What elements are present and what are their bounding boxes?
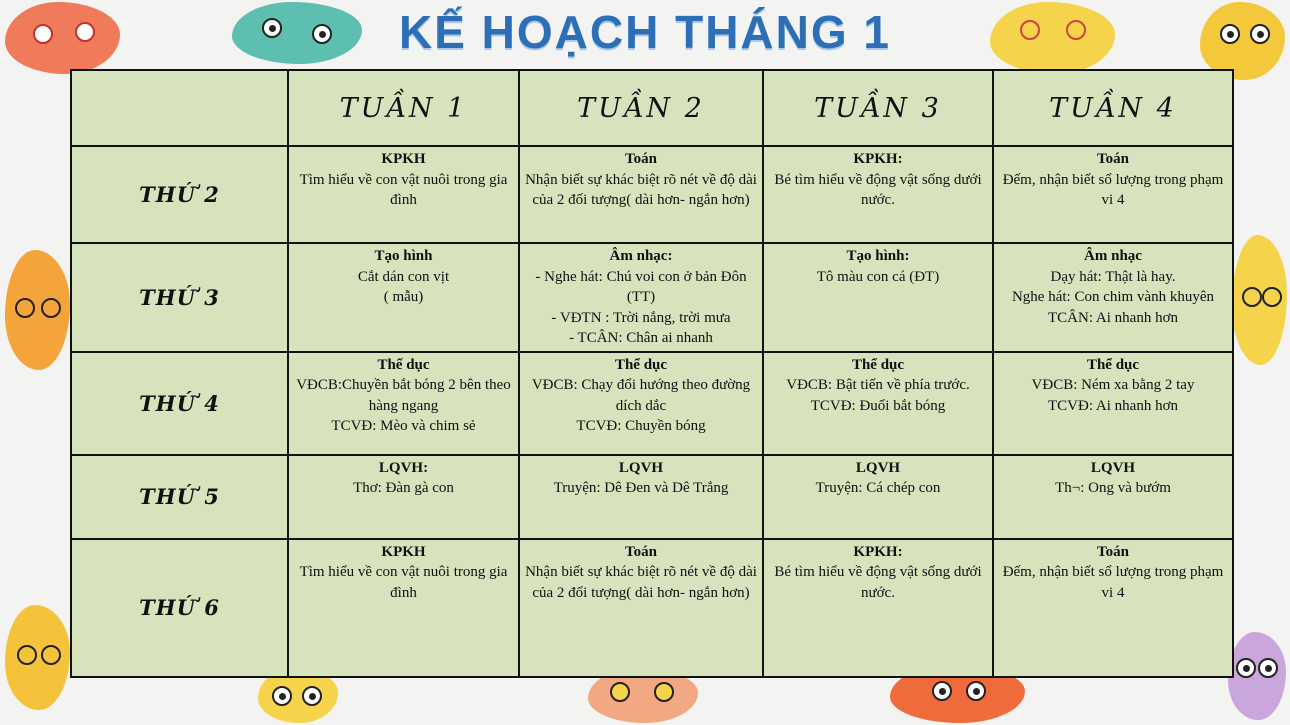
activity-detail: VĐCB: Ném xa bằng 2 tay [1031,377,1195,393]
activity-detail: Nhận biết sự khác biệt rõ nét về độ dài của 2 đối tượng( dài hơn- ngắn hơn) [525,564,757,601]
day-label: THỨ 3 [71,243,288,352]
day-label: THỨ 5 [71,455,288,539]
activity-cell [288,455,519,539]
week-header-4: TUẦN 4 [993,70,1233,146]
activity-detail: - VĐTN : Trời nắng, trời mưa [551,309,731,326]
monthly-plan-table [70,69,1234,678]
activity-subject: Thể dục [851,356,905,373]
activity-detail: Đếm, nhận biết số lượng trong phạm vi 4 [1002,564,1224,601]
activity-subject: KPKH [381,543,426,560]
activity-detail: TCVĐ: Chuyền bóng [576,418,706,434]
table-row [71,455,1233,539]
activity-detail: Cắt dán con vịt [357,268,450,285]
activity-cell [288,352,519,455]
activity-subject: LQVH [1090,459,1136,476]
activity-cell [993,146,1233,243]
week-header-3: TUẦN 3 [763,70,993,146]
activity-subject: Âm nhạc: [609,248,673,264]
activity-cell [763,146,993,243]
activity-subject: KPKH: [853,151,903,167]
table-row [71,146,1233,243]
activity-cell [519,455,763,539]
activity-subject: LQVH [618,459,664,476]
activity-detail: VĐCB:Chuyền bắt bóng 2 bên theo hàng ngang [296,377,511,414]
activity-subject: KPKH [381,151,426,167]
activity-subject: Toán [1097,543,1129,560]
activity-detail: TCVĐ: Mèo và chim sẻ [331,418,476,434]
table-row [71,352,1233,455]
activity-subject: Toán [625,151,657,167]
activity-detail: Đếm, nhận biết số lượng trong phạm vi 4 [1002,171,1224,208]
activity-cell [288,539,519,677]
activity-cell [519,539,763,677]
activity-detail: ( mẫu) [383,289,424,305]
activity-subject: LQVH [855,459,901,476]
activity-detail: VĐCB: Bật tiến về phía trước. [786,377,970,393]
activity-subject: LQVH: [378,459,429,476]
activity-subject: Tạo hình: [846,248,910,264]
activity-detail: Bé tìm hiểu về động vật sống dưới nước. [774,171,982,208]
decor-creature-orange-left [5,250,70,370]
table-row [71,243,1233,352]
activity-subject: KPKH: [853,543,903,560]
activity-detail: Thơ: Đàn gà con [353,480,454,496]
activity-cell [993,243,1233,352]
activity-detail: Bé tìm hiểu về động vật sống dưới nước. [774,564,982,601]
activity-subject: Thể dục [1086,356,1140,373]
activity-detail: - TCÂN: Chân ai nhanh [569,330,713,346]
activity-detail: VĐCB: Chạy đổi hướng theo đường dích dắc [531,377,751,414]
activity-cell [288,146,519,243]
activity-detail: Truyện: Cá chép con [815,480,941,496]
activity-detail: Truyện: Dê Đen và Dê Trắng [553,480,729,496]
activity-detail: TCÂN: Ai nhanh hơn [1047,309,1178,326]
activity-subject: Tạo hình [374,248,433,264]
activity-cell [993,455,1233,539]
activity-cell [763,455,993,539]
activity-detail: Nhận biết sự khác biệt rõ nét về độ dài của 2 đối tượng( dài hơn- ngắn hơn) [525,171,757,208]
decor-flower-bottom-left [5,605,70,710]
activity-detail: Th¬: Ong và bướm [1055,480,1171,496]
activity-cell [763,352,993,455]
activity-cell [288,243,519,352]
week-header-2: TUẦN 2 [519,70,763,146]
activity-detail: Tìm hiểu về con vật nuôi trong gia đình [299,564,508,601]
activity-detail: Dạy hát: Thật là hay. [1050,268,1176,285]
table-row [71,539,1233,677]
activity-cell [993,352,1233,455]
week-header-1: TUẦN 1 [288,70,519,146]
activity-detail: Nghe hát: Con chim vành khuyên [1011,289,1215,305]
activity-cell [519,352,763,455]
decor-creature-yellow-right [1232,235,1287,365]
activity-cell [763,243,993,352]
decor-creature-purple-bottom-right [1228,632,1286,720]
activity-cell [763,539,993,677]
activity-subject: Thể dục [614,356,668,373]
activity-subject: Toán [1097,151,1129,167]
activity-subject: Âm nhạc [1084,248,1142,264]
activity-subject: Thể dục [377,356,430,373]
activity-detail: Tô màu con cá (ĐT) [816,268,940,285]
activity-detail: TCVĐ: Đuổi bắt bóng [810,397,946,414]
activity-detail: TCVĐ: Ai nhanh hơn [1047,397,1178,414]
activity-cell [519,146,763,243]
activity-detail: Tìm hiểu về con vật nuôi trong gia đình [299,171,508,208]
day-label: THỨ 2 [71,146,288,243]
activity-cell [993,539,1233,677]
day-label: THỨ 6 [71,539,288,677]
activity-subject: Toán [625,543,657,560]
page-title: KẾ HOẠCH THÁNG 1 [398,6,892,58]
header-row [71,70,1233,146]
corner-cell [71,70,288,146]
activity-detail: - Nghe hát: Chú voi con ở bản Đôn (TT) [535,268,747,305]
activity-cell [519,243,763,352]
day-label: THỨ 4 [71,352,288,455]
